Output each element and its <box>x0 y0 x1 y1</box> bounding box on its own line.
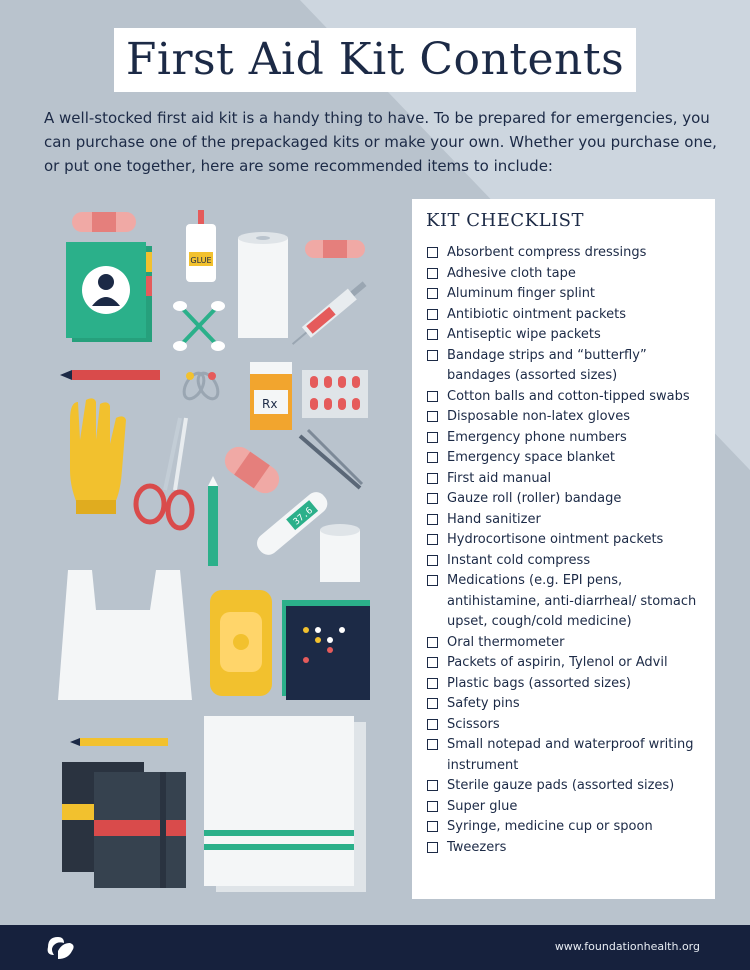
checkbox[interactable] <box>427 698 438 709</box>
pencil-icon <box>60 370 160 380</box>
checklist-item-label: Tweezers <box>447 839 507 855</box>
page-title: First Aid Kit Contents <box>125 34 625 85</box>
bandage-icon <box>305 240 365 258</box>
checklist-item-label: Bandage strips and “butterfly” bandages (assorted sizes) <box>447 347 647 383</box>
checklist-item[interactable] <box>427 448 712 469</box>
checklist-item-label: Instant cold compress <box>447 552 591 568</box>
first-aid-manual-icon <box>66 242 152 342</box>
glue-label: GLUE <box>190 256 212 265</box>
checkbox[interactable] <box>427 555 438 566</box>
checklist-item-label: Super glue <box>447 798 518 814</box>
checklist-item[interactable] <box>427 530 712 551</box>
checkbox[interactable] <box>427 268 438 279</box>
safety-pin-icon <box>180 370 222 402</box>
thermometer-reading: 37.6 <box>291 505 315 528</box>
glue-icon <box>186 210 216 282</box>
checklist-item-label: Packets of aspirin, Tylenol or Advil <box>447 655 668 670</box>
checkbox[interactable] <box>427 739 438 750</box>
plastic-bag-icon <box>58 570 192 700</box>
checkbox[interactable] <box>427 514 438 525</box>
checklist-item[interactable] <box>427 735 712 776</box>
bandage-icon <box>72 212 136 232</box>
foundation-health-logo-icon <box>42 933 78 961</box>
checklist-item[interactable] <box>427 715 712 736</box>
checkbox[interactable] <box>427 821 438 832</box>
checklist-item[interactable] <box>427 571 712 633</box>
notepad-icon <box>282 600 370 700</box>
checklist-item-label: Adhesive cloth tape <box>447 265 576 281</box>
checkbox[interactable] <box>427 247 438 258</box>
checklist-item-label: Sterile gauze pads (assorted sizes) <box>447 778 675 793</box>
first-aid-items-illustration <box>0 190 410 910</box>
checklist-item-label: Small notepad and waterproof writing instrument <box>447 737 694 773</box>
checkbox[interactable] <box>427 350 438 361</box>
pill-bottle-icon <box>250 362 292 430</box>
checklist-item[interactable] <box>427 407 712 428</box>
checklist-item-label: Medications (e.g. EPI pens, antihistamine, anti-diarrheal/ stomach upset, cough/cold medicine) <box>447 573 697 629</box>
checklist-item[interactable] <box>427 817 712 838</box>
footer-website-link[interactable]: www.foundationhealth.org <box>554 940 700 953</box>
checklist-item-label: Cotton balls and cotton-tipped swabs <box>447 388 690 404</box>
checklist-item[interactable] <box>427 653 712 674</box>
checklist-item[interactable] <box>427 489 712 510</box>
checklist-item[interactable] <box>427 838 712 859</box>
syringe-icon <box>288 278 369 349</box>
checklist-item-label: Disposable non-latex gloves <box>447 409 631 424</box>
checklist-item[interactable] <box>427 346 712 387</box>
checklist-item-label: Safety pins <box>447 696 520 711</box>
checkbox[interactable] <box>427 411 438 422</box>
checkbox[interactable] <box>427 575 438 586</box>
checklist-item[interactable] <box>427 469 712 490</box>
hand-sanitizer-icon <box>210 590 272 696</box>
checklist-item-label: Absorbent compress dressings <box>447 245 647 260</box>
intro-paragraph: A well-stocked first aid kit is a handy thing to have. To be prepared for emergencies, you can purchase one of the prepackaged kits or make your own. Whether you purchase one, or put one together, here are some recommended items to include: <box>44 109 717 175</box>
checklist-item[interactable] <box>427 305 712 326</box>
pencil-icon <box>70 738 168 746</box>
checklist-item[interactable] <box>427 776 712 797</box>
checklist-title: KIT CHECKLIST <box>426 210 585 231</box>
checkbox[interactable] <box>427 288 438 299</box>
checkbox[interactable] <box>427 678 438 689</box>
bandage-strip-icon <box>219 441 284 498</box>
checklist-item[interactable] <box>427 325 712 346</box>
checkbox[interactable] <box>427 637 438 648</box>
checkbox[interactable] <box>427 780 438 791</box>
checklist-item[interactable] <box>427 243 712 264</box>
checklist-item-label: Aluminum finger splint <box>447 286 596 301</box>
checklist-item[interactable] <box>427 264 712 285</box>
checklist-item-label: Antiseptic wipe packets <box>447 327 601 342</box>
glove-icon <box>70 398 126 514</box>
scissors-icon <box>136 418 192 528</box>
checklist-item-label: Syringe, medicine cup or spoon <box>447 819 653 834</box>
checklist-item-label: Oral thermometer <box>447 634 565 650</box>
checkbox[interactable] <box>427 432 438 443</box>
checklist-item[interactable] <box>427 797 712 818</box>
checkbox[interactable] <box>427 452 438 463</box>
svg-text:Rx: Rx <box>262 397 278 411</box>
checklist-item[interactable] <box>427 674 712 695</box>
checkbox[interactable] <box>427 719 438 730</box>
space-blanket-icon <box>204 716 366 892</box>
checklist-item[interactable] <box>427 694 712 715</box>
tweezers-icon <box>300 430 362 488</box>
checklist-item[interactable] <box>427 428 712 449</box>
checklist-item-label: Emergency phone numbers <box>447 429 627 445</box>
thermometer-icon <box>253 488 331 559</box>
checkbox[interactable] <box>427 657 438 668</box>
cotton-swab-icon <box>173 301 225 351</box>
checkbox[interactable] <box>427 309 438 320</box>
teal-pencil-icon <box>208 476 218 566</box>
checklist-item-label: First aid manual <box>447 470 552 486</box>
notebook-icon <box>62 762 186 888</box>
checklist-item[interactable] <box>427 551 712 572</box>
gauze-roll-icon <box>238 232 288 338</box>
tape-roll-icon <box>320 524 360 582</box>
checkbox[interactable] <box>427 473 438 484</box>
checklist-item-label: Hydrocortisone ointment packets <box>447 532 664 547</box>
checklist-item-label: Plastic bags (assorted sizes) <box>447 675 631 691</box>
checklist-item-label: Antibiotic ointment packets <box>447 306 626 322</box>
checkbox[interactable] <box>427 391 438 402</box>
checklist-item[interactable] <box>427 633 712 654</box>
checkbox[interactable] <box>427 329 438 340</box>
checklist <box>427 243 712 858</box>
checkbox[interactable] <box>427 493 438 504</box>
medication-pack-icon <box>302 370 368 418</box>
checkbox[interactable] <box>427 842 438 853</box>
checkbox[interactable] <box>427 534 438 545</box>
checklist-item-label: Scissors <box>447 716 500 732</box>
checkbox[interactable] <box>427 801 438 812</box>
checklist-item[interactable] <box>427 510 712 531</box>
checklist-item-label: Gauze roll (roller) bandage <box>447 491 622 506</box>
checklist-item[interactable] <box>427 387 712 408</box>
checklist-item[interactable] <box>427 284 712 305</box>
checklist-item-label: Hand sanitizer <box>447 511 541 527</box>
checklist-item-label: Emergency space blanket <box>447 450 615 465</box>
